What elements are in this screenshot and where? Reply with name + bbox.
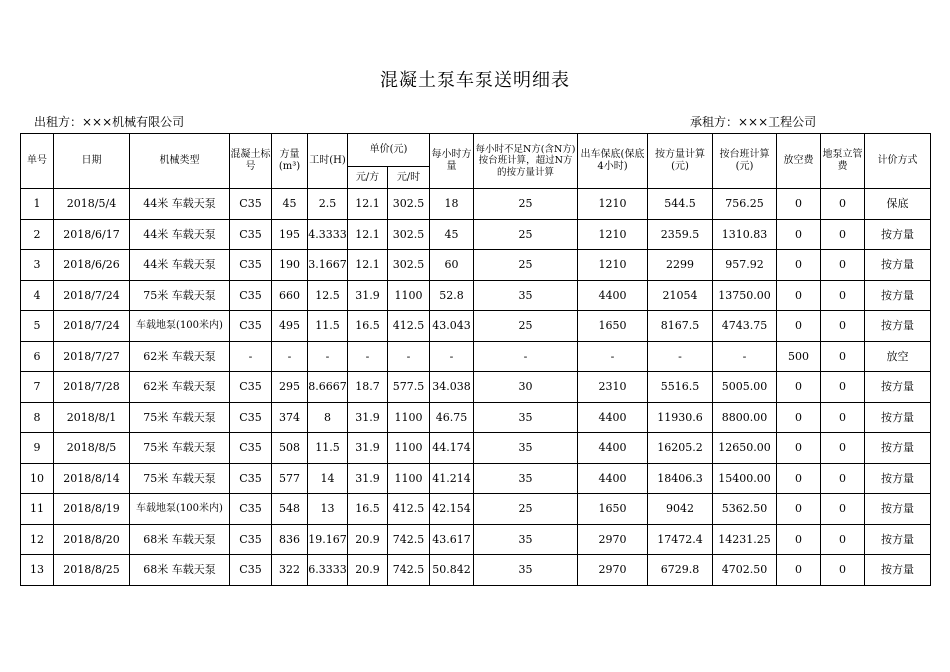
cell-by-shift: 4743.75 bbox=[713, 311, 777, 342]
cell-no: 6 bbox=[21, 341, 54, 372]
header-price-per-hour: 元/时 bbox=[388, 167, 430, 189]
cell-date: 2018/8/14 bbox=[54, 463, 130, 494]
cell-by-volume: 18406.3 bbox=[648, 463, 713, 494]
cell-guarantee: 1210 bbox=[578, 189, 648, 220]
cell-no: 1 bbox=[21, 189, 54, 220]
cell-by-shift: 5005.00 bbox=[713, 372, 777, 403]
page-title: 混凝土泵车泵送明细表 bbox=[380, 70, 570, 91]
cell-guarantee: 4400 bbox=[578, 433, 648, 464]
cell-pipe: 0 bbox=[821, 189, 865, 220]
cell-volume: - bbox=[272, 341, 308, 372]
header-date: 日期 bbox=[54, 134, 130, 189]
cell-vph: 43.043 bbox=[430, 311, 474, 342]
cell-by-volume: 11930.6 bbox=[648, 402, 713, 433]
table-body bbox=[21, 189, 931, 586]
header-guarantee: 出车保底(保底4小时) bbox=[578, 134, 648, 189]
cell-date: 2018/7/27 bbox=[54, 341, 130, 372]
header-by-volume: 按方量计算(元) bbox=[648, 134, 713, 189]
cell-machine: 车载地泵(100米内) bbox=[130, 311, 230, 342]
cell-volume: 660 bbox=[272, 280, 308, 311]
cell-volume: 577 bbox=[272, 463, 308, 494]
cell-grade: C35 bbox=[230, 219, 272, 250]
cell-ppm: 20.9 bbox=[348, 524, 388, 555]
cell-n: 35 bbox=[474, 555, 578, 586]
header-no: 单号 bbox=[21, 134, 54, 189]
cell-by-volume: 16205.2 bbox=[648, 433, 713, 464]
cell-machine: 75米 车载天泵 bbox=[130, 463, 230, 494]
cell-hours: 8.6667 bbox=[308, 372, 348, 403]
cell-date: 2018/6/17 bbox=[54, 219, 130, 250]
cell-by-volume: - bbox=[648, 341, 713, 372]
cell-method: 按方量 bbox=[865, 280, 931, 311]
cell-idle: 0 bbox=[777, 189, 821, 220]
cell-pipe: 0 bbox=[821, 494, 865, 525]
cell-guarantee: 1650 bbox=[578, 311, 648, 342]
cell-grade: C35 bbox=[230, 250, 272, 281]
cell-n: 35 bbox=[474, 402, 578, 433]
cell-date: 2018/8/5 bbox=[54, 433, 130, 464]
cell-vph: 34.038 bbox=[430, 372, 474, 403]
cell-date: 2018/7/28 bbox=[54, 372, 130, 403]
cell-guarantee: 4400 bbox=[578, 402, 648, 433]
cell-by-volume: 544.5 bbox=[648, 189, 713, 220]
cell-ppm: 18.7 bbox=[348, 372, 388, 403]
cell-grade: C35 bbox=[230, 372, 272, 403]
cell-pipe: 0 bbox=[821, 402, 865, 433]
cell-guarantee: - bbox=[578, 341, 648, 372]
cell-volume: 508 bbox=[272, 433, 308, 464]
cell-grade: C35 bbox=[230, 402, 272, 433]
header-per-hour-volume: 每小时方量 bbox=[430, 134, 474, 189]
cell-vph: 45 bbox=[430, 219, 474, 250]
cell-ppm: 31.9 bbox=[348, 402, 388, 433]
cell-method: 放空 bbox=[865, 341, 931, 372]
cell-hours: 11.5 bbox=[308, 311, 348, 342]
table-row bbox=[21, 219, 931, 250]
cell-idle: 0 bbox=[777, 250, 821, 281]
cell-method: 按方量 bbox=[865, 311, 931, 342]
cell-idle: 0 bbox=[777, 280, 821, 311]
cell-n: 25 bbox=[474, 219, 578, 250]
table-row bbox=[21, 433, 931, 464]
cell-pph: 742.5 bbox=[388, 555, 430, 586]
cell-machine: 75米 车载天泵 bbox=[130, 280, 230, 311]
cell-pipe: 0 bbox=[821, 250, 865, 281]
cell-vph: 52.8 bbox=[430, 280, 474, 311]
cell-method: 按方量 bbox=[865, 219, 931, 250]
cell-ppm: 31.9 bbox=[348, 433, 388, 464]
table-row bbox=[21, 524, 931, 555]
cell-vph: 44.174 bbox=[430, 433, 474, 464]
cell-pph: - bbox=[388, 341, 430, 372]
cell-n: 35 bbox=[474, 524, 578, 555]
cell-pipe: 0 bbox=[821, 341, 865, 372]
cell-no: 13 bbox=[21, 555, 54, 586]
cell-no: 9 bbox=[21, 433, 54, 464]
cell-pipe: 0 bbox=[821, 311, 865, 342]
cell-grade: C35 bbox=[230, 524, 272, 555]
cell-by-shift: 756.25 bbox=[713, 189, 777, 220]
cell-vph: 41.214 bbox=[430, 463, 474, 494]
cell-idle: 500 bbox=[777, 341, 821, 372]
cell-guarantee: 2310 bbox=[578, 372, 648, 403]
cell-date: 2018/8/1 bbox=[54, 402, 130, 433]
cell-volume: 322 bbox=[272, 555, 308, 586]
cell-machine: 75米 车载天泵 bbox=[130, 433, 230, 464]
cell-date: 2018/5/4 bbox=[54, 189, 130, 220]
cell-pph: 1100 bbox=[388, 433, 430, 464]
cell-pipe: 0 bbox=[821, 555, 865, 586]
table-row bbox=[21, 189, 931, 220]
cell-vph: - bbox=[430, 341, 474, 372]
cell-n: - bbox=[474, 341, 578, 372]
cell-machine: 62米 车载天泵 bbox=[130, 372, 230, 403]
cell-idle: 0 bbox=[777, 494, 821, 525]
cell-pph: 302.5 bbox=[388, 219, 430, 250]
cell-by-shift: 957.92 bbox=[713, 250, 777, 281]
cell-ppm: 16.5 bbox=[348, 311, 388, 342]
cell-hours: 8 bbox=[308, 402, 348, 433]
cell-by-volume: 2359.5 bbox=[648, 219, 713, 250]
cell-ppm: 31.9 bbox=[348, 463, 388, 494]
cell-n: 30 bbox=[474, 372, 578, 403]
cell-date: 2018/8/20 bbox=[54, 524, 130, 555]
table-row bbox=[21, 311, 931, 342]
cell-pph: 742.5 bbox=[388, 524, 430, 555]
cell-by-shift: 12650.00 bbox=[713, 433, 777, 464]
cell-by-volume: 6729.8 bbox=[648, 555, 713, 586]
cell-vph: 60 bbox=[430, 250, 474, 281]
cell-idle: 0 bbox=[777, 311, 821, 342]
table-row bbox=[21, 463, 931, 494]
cell-date: 2018/6/26 bbox=[54, 250, 130, 281]
cell-method: 按方量 bbox=[865, 402, 931, 433]
header-ground-pipe: 地泵立管费 bbox=[821, 134, 865, 189]
pumping-detail-table bbox=[20, 133, 931, 586]
cell-hours: 11.5 bbox=[308, 433, 348, 464]
cell-by-shift: 1310.83 bbox=[713, 219, 777, 250]
cell-volume: 45 bbox=[272, 189, 308, 220]
cell-by-shift: 5362.50 bbox=[713, 494, 777, 525]
cell-by-volume: 21054 bbox=[648, 280, 713, 311]
cell-idle: 0 bbox=[777, 219, 821, 250]
cell-volume: 190 bbox=[272, 250, 308, 281]
cell-hours: 6.3333 bbox=[308, 555, 348, 586]
cell-volume: 548 bbox=[272, 494, 308, 525]
header-machine: 机械类型 bbox=[130, 134, 230, 189]
cell-hours: 3.1667 bbox=[308, 250, 348, 281]
cell-guarantee: 1650 bbox=[578, 494, 648, 525]
cell-vph: 46.75 bbox=[430, 402, 474, 433]
cell-grade: C35 bbox=[230, 494, 272, 525]
cell-pph: 302.5 bbox=[388, 189, 430, 220]
cell-guarantee: 4400 bbox=[578, 463, 648, 494]
cell-idle: 0 bbox=[777, 463, 821, 494]
cell-method: 按方量 bbox=[865, 463, 931, 494]
cell-by-volume: 17472.4 bbox=[648, 524, 713, 555]
cell-volume: 495 bbox=[272, 311, 308, 342]
cell-pipe: 0 bbox=[821, 280, 865, 311]
cell-pph: 1100 bbox=[388, 280, 430, 311]
cell-guarantee: 1210 bbox=[578, 219, 648, 250]
cell-hours: - bbox=[308, 341, 348, 372]
cell-hours: 12.5 bbox=[308, 280, 348, 311]
cell-n: 25 bbox=[474, 250, 578, 281]
cell-guarantee: 2970 bbox=[578, 524, 648, 555]
cell-no: 3 bbox=[21, 250, 54, 281]
cell-pipe: 0 bbox=[821, 463, 865, 494]
lessee-label: 承租方：×××工程公司 bbox=[690, 115, 817, 129]
cell-grade: C35 bbox=[230, 555, 272, 586]
cell-by-shift: 4702.50 bbox=[713, 555, 777, 586]
cell-volume: 836 bbox=[272, 524, 308, 555]
cell-no: 11 bbox=[21, 494, 54, 525]
cell-machine: 44米 车载天泵 bbox=[130, 189, 230, 220]
cell-by-shift: 14231.25 bbox=[713, 524, 777, 555]
cell-by-volume: 8167.5 bbox=[648, 311, 713, 342]
cell-machine: 44米 车载天泵 bbox=[130, 250, 230, 281]
table-row bbox=[21, 341, 931, 372]
header-hours: 工时(H) bbox=[308, 134, 348, 189]
header-grade: 混凝土标号 bbox=[230, 134, 272, 189]
cell-by-shift: 8800.00 bbox=[713, 402, 777, 433]
cell-no: 12 bbox=[21, 524, 54, 555]
cell-date: 2018/8/25 bbox=[54, 555, 130, 586]
cell-n: 25 bbox=[474, 311, 578, 342]
cell-idle: 0 bbox=[777, 524, 821, 555]
cell-n: 25 bbox=[474, 494, 578, 525]
cell-date: 2018/7/24 bbox=[54, 311, 130, 342]
cell-grade: C35 bbox=[230, 280, 272, 311]
cell-pph: 412.5 bbox=[388, 311, 430, 342]
table-row bbox=[21, 402, 931, 433]
cell-hours: 4.3333 bbox=[308, 219, 348, 250]
header-price-per-m3: 元/方 bbox=[348, 167, 388, 189]
cell-machine: 44米 车载天泵 bbox=[130, 219, 230, 250]
cell-method: 按方量 bbox=[865, 524, 931, 555]
cell-grade: C35 bbox=[230, 463, 272, 494]
cell-no: 4 bbox=[21, 280, 54, 311]
cell-vph: 43.617 bbox=[430, 524, 474, 555]
cell-pipe: 0 bbox=[821, 433, 865, 464]
lessor-label: 出租方：×××机械有限公司 bbox=[34, 115, 185, 129]
cell-no: 7 bbox=[21, 372, 54, 403]
cell-n: 35 bbox=[474, 463, 578, 494]
cell-guarantee: 1210 bbox=[578, 250, 648, 281]
cell-machine: 68米 车载天泵 bbox=[130, 524, 230, 555]
cell-n: 35 bbox=[474, 433, 578, 464]
cell-date: 2018/7/24 bbox=[54, 280, 130, 311]
cell-ppm: 12.1 bbox=[348, 189, 388, 220]
cell-by-volume: 5516.5 bbox=[648, 372, 713, 403]
header-unit-price: 单价(元) bbox=[348, 134, 430, 167]
cell-volume: 374 bbox=[272, 402, 308, 433]
cell-ppm: 16.5 bbox=[348, 494, 388, 525]
cell-pipe: 0 bbox=[821, 372, 865, 403]
cell-method: 按方量 bbox=[865, 250, 931, 281]
table-row bbox=[21, 250, 931, 281]
cell-vph: 42.154 bbox=[430, 494, 474, 525]
cell-vph: 18 bbox=[430, 189, 474, 220]
cell-ppm: 20.9 bbox=[348, 555, 388, 586]
cell-grade: C35 bbox=[230, 311, 272, 342]
cell-hours: 2.5 bbox=[308, 189, 348, 220]
cell-method: 保底 bbox=[865, 189, 931, 220]
cell-idle: 0 bbox=[777, 372, 821, 403]
cell-method: 按方量 bbox=[865, 555, 931, 586]
table-row bbox=[21, 555, 931, 586]
table-row bbox=[21, 372, 931, 403]
cell-ppm: 12.1 bbox=[348, 250, 388, 281]
cell-pph: 302.5 bbox=[388, 250, 430, 281]
cell-by-shift: - bbox=[713, 341, 777, 372]
cell-ppm: 31.9 bbox=[348, 280, 388, 311]
cell-grade: - bbox=[230, 341, 272, 372]
cell-machine: 车载地泵(100米内) bbox=[130, 494, 230, 525]
cell-method: 按方量 bbox=[865, 372, 931, 403]
cell-volume: 295 bbox=[272, 372, 308, 403]
cell-pph: 412.5 bbox=[388, 494, 430, 525]
cell-n: 25 bbox=[474, 189, 578, 220]
cell-pph: 577.5 bbox=[388, 372, 430, 403]
cell-idle: 0 bbox=[777, 402, 821, 433]
cell-by-volume: 9042 bbox=[648, 494, 713, 525]
header-method: 计价方式 bbox=[865, 134, 931, 189]
cell-pipe: 0 bbox=[821, 524, 865, 555]
header-by-shift: 按台班计算(元) bbox=[713, 134, 777, 189]
table-row bbox=[21, 494, 931, 525]
cell-grade: C35 bbox=[230, 189, 272, 220]
cell-by-volume: 2299 bbox=[648, 250, 713, 281]
cell-vph: 50.842 bbox=[430, 555, 474, 586]
cell-hours: 13 bbox=[308, 494, 348, 525]
table-row bbox=[21, 280, 931, 311]
cell-date: 2018/8/19 bbox=[54, 494, 130, 525]
cell-no: 5 bbox=[21, 311, 54, 342]
cell-hours: 19.167 bbox=[308, 524, 348, 555]
cell-machine: 68米 车载天泵 bbox=[130, 555, 230, 586]
cell-idle: 0 bbox=[777, 555, 821, 586]
cell-machine: 62米 车载天泵 bbox=[130, 341, 230, 372]
cell-no: 2 bbox=[21, 219, 54, 250]
cell-grade: C35 bbox=[230, 433, 272, 464]
cell-method: 按方量 bbox=[865, 494, 931, 525]
header-shortfall-rule: 每小时不足N方(含N方)按台班计算，超过N方的按方量计算 bbox=[474, 134, 578, 189]
cell-n: 35 bbox=[474, 280, 578, 311]
cell-ppm: - bbox=[348, 341, 388, 372]
header-volume: 方量(m³) bbox=[272, 134, 308, 189]
cell-no: 8 bbox=[21, 402, 54, 433]
cell-no: 10 bbox=[21, 463, 54, 494]
cell-method: 按方量 bbox=[865, 433, 931, 464]
cell-pph: 1100 bbox=[388, 402, 430, 433]
header-idle-fee: 放空费 bbox=[777, 134, 821, 189]
cell-pipe: 0 bbox=[821, 219, 865, 250]
cell-volume: 195 bbox=[272, 219, 308, 250]
cell-pph: 1100 bbox=[388, 463, 430, 494]
table-header bbox=[21, 134, 931, 189]
cell-by-shift: 15400.00 bbox=[713, 463, 777, 494]
cell-hours: 14 bbox=[308, 463, 348, 494]
cell-guarantee: 2970 bbox=[578, 555, 648, 586]
cell-idle: 0 bbox=[777, 433, 821, 464]
cell-ppm: 12.1 bbox=[348, 219, 388, 250]
cell-machine: 75米 车载天泵 bbox=[130, 402, 230, 433]
cell-guarantee: 4400 bbox=[578, 280, 648, 311]
cell-by-shift: 13750.00 bbox=[713, 280, 777, 311]
